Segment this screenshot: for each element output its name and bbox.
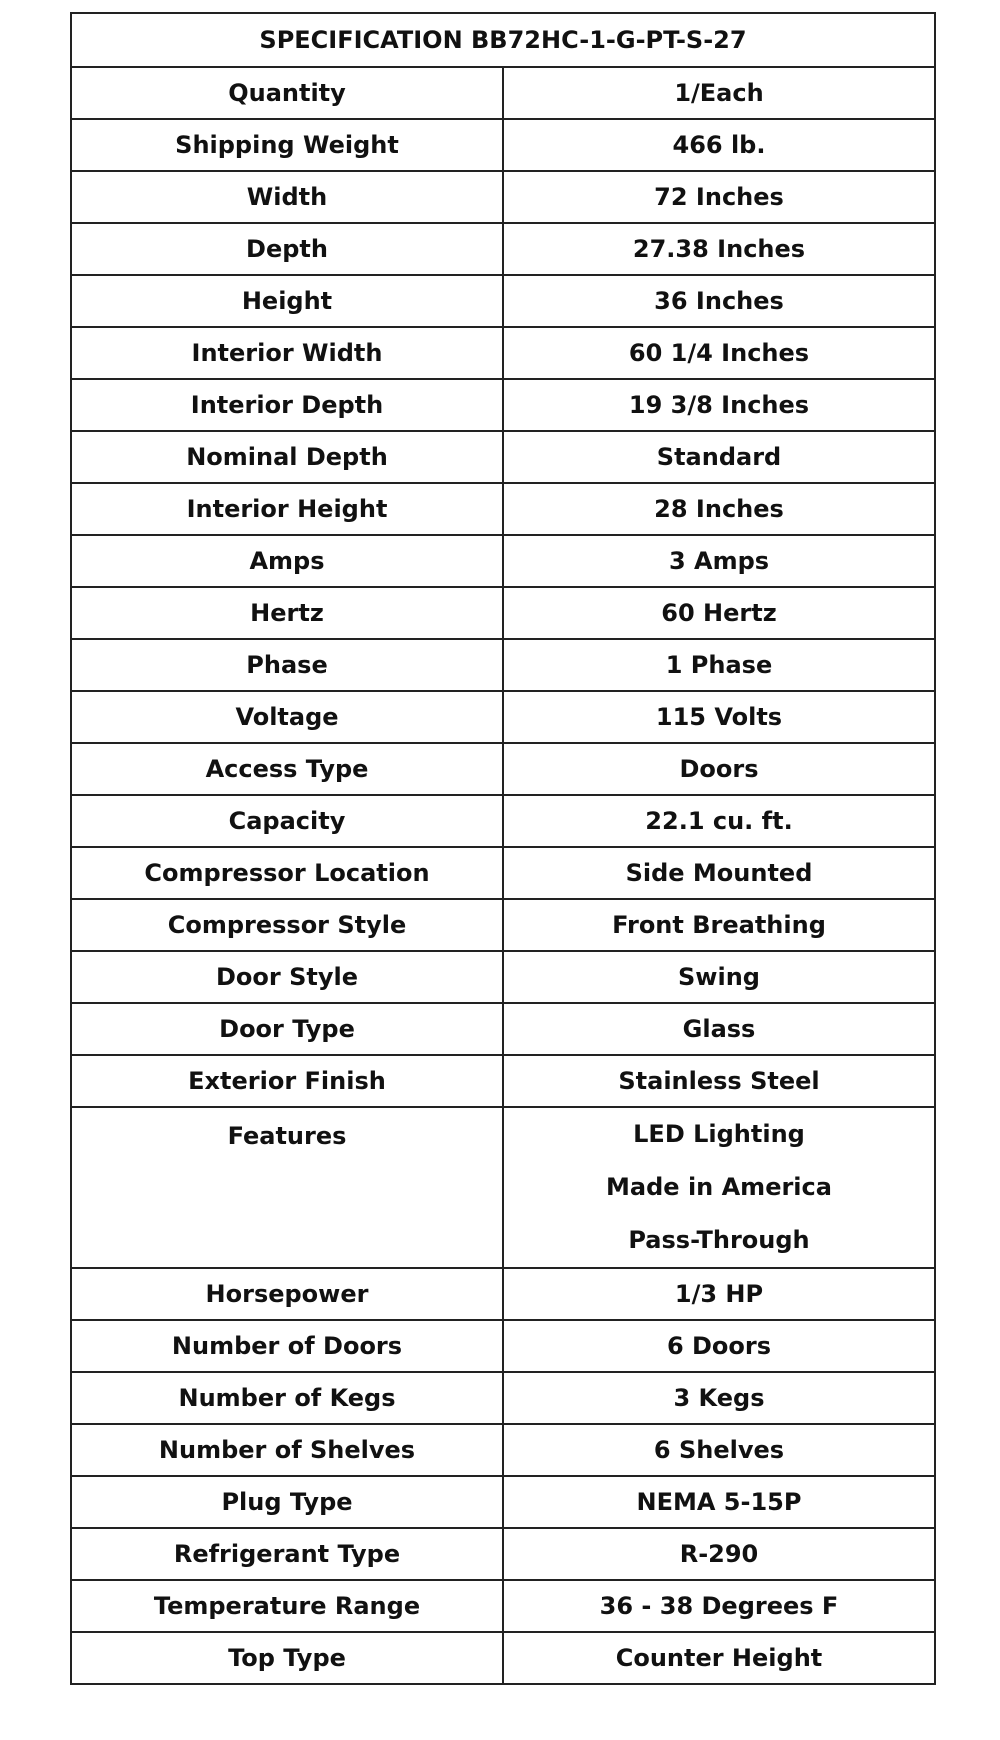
spec-value: 36 Inches: [503, 275, 935, 327]
spec-label: Hertz: [71, 587, 503, 639]
feature-item: Made in America: [606, 1173, 832, 1201]
table-row: [71, 587, 935, 639]
spec-value: 72 Inches: [503, 171, 935, 223]
spec-label: Door Type: [71, 1003, 503, 1055]
spec-label: Access Type: [71, 743, 503, 795]
spec-label: Width: [71, 171, 503, 223]
table-row: [71, 743, 935, 795]
table-row: [71, 431, 935, 483]
table-row: [71, 691, 935, 743]
table-row: [71, 119, 935, 171]
spec-value: Swing: [503, 951, 935, 1003]
table-row: [71, 223, 935, 275]
table-row: [71, 379, 935, 431]
features-values: [503, 1107, 935, 1268]
spec-value: 3 Amps: [503, 535, 935, 587]
spec-value: Side Mounted: [503, 847, 935, 899]
table-row: [71, 1424, 935, 1476]
spec-value: 1/3 HP: [503, 1268, 935, 1320]
spec-label: Horsepower: [71, 1268, 503, 1320]
spec-value: 1 Phase: [503, 639, 935, 691]
table-row: [71, 795, 935, 847]
spec-label: Capacity: [71, 795, 503, 847]
table-row: [71, 847, 935, 899]
spec-value: 27.38 Inches: [503, 223, 935, 275]
table-row: [71, 275, 935, 327]
spec-label: Number of Kegs: [71, 1372, 503, 1424]
features-row: [71, 1107, 935, 1268]
table-row: [71, 1632, 935, 1684]
table-row: [71, 67, 935, 119]
specification-table-body: [71, 13, 935, 1684]
spec-label: Interior Width: [71, 327, 503, 379]
spec-value: 466 lb.: [503, 119, 935, 171]
spec-label: Refrigerant Type: [71, 1528, 503, 1580]
spec-label: Voltage: [71, 691, 503, 743]
spec-label: Quantity: [71, 67, 503, 119]
spec-label: Depth: [71, 223, 503, 275]
spec-value: 22.1 cu. ft.: [503, 795, 935, 847]
table-row: [71, 1268, 935, 1320]
table-row: [71, 483, 935, 535]
spec-label: Door Style: [71, 951, 503, 1003]
table-row: [71, 1003, 935, 1055]
spec-value: 6 Doors: [503, 1320, 935, 1372]
table-row: [71, 1320, 935, 1372]
spec-label: Phase: [71, 639, 503, 691]
spec-label: Features: [71, 1107, 503, 1268]
spec-value: Standard: [503, 431, 935, 483]
table-row: [71, 1055, 935, 1107]
title-row: [71, 13, 935, 67]
spec-label: Exterior Finish: [71, 1055, 503, 1107]
spec-value: 115 Volts: [503, 691, 935, 743]
table-row: [71, 1372, 935, 1424]
spec-label: Interior Height: [71, 483, 503, 535]
spec-label: Shipping Weight: [71, 119, 503, 171]
spec-value: 1/Each: [503, 67, 935, 119]
feature-item: LED Lighting: [633, 1120, 805, 1148]
spec-value: 60 Hertz: [503, 587, 935, 639]
table-row: [71, 951, 935, 1003]
table-title: SPECIFICATION BB72HC-1-G-PT-S-27: [71, 13, 935, 67]
spec-label: Height: [71, 275, 503, 327]
table-row: [71, 171, 935, 223]
spec-label: Compressor Style: [71, 899, 503, 951]
spec-value: 36 - 38 Degrees F: [503, 1580, 935, 1632]
spec-label: Number of Shelves: [71, 1424, 503, 1476]
table-row: [71, 1528, 935, 1580]
spec-value: NEMA 5-15P: [503, 1476, 935, 1528]
table-row: [71, 1580, 935, 1632]
spec-value: Glass: [503, 1003, 935, 1055]
spec-label: Nominal Depth: [71, 431, 503, 483]
table-row: [71, 899, 935, 951]
spec-value: Front Breathing: [503, 899, 935, 951]
spec-value: 6 Shelves: [503, 1424, 935, 1476]
spec-value: R-290: [503, 1528, 935, 1580]
spec-value: 28 Inches: [503, 483, 935, 535]
spec-label: Compressor Location: [71, 847, 503, 899]
spec-label: Temperature Range: [71, 1580, 503, 1632]
spec-value: Stainless Steel: [503, 1055, 935, 1107]
table-row: [71, 639, 935, 691]
spec-value: 19 3/8 Inches: [503, 379, 935, 431]
spec-value: 60 1/4 Inches: [503, 327, 935, 379]
feature-item: Pass-Through: [628, 1226, 810, 1254]
spec-value: 3 Kegs: [503, 1372, 935, 1424]
table-row: [71, 327, 935, 379]
spec-value: Doors: [503, 743, 935, 795]
spec-label: Top Type: [71, 1632, 503, 1684]
spec-value: Counter Height: [503, 1632, 935, 1684]
table-row: [71, 535, 935, 587]
spec-label: Amps: [71, 535, 503, 587]
specification-table: [70, 12, 936, 1685]
table-row: [71, 1476, 935, 1528]
spec-label: Number of Doors: [71, 1320, 503, 1372]
spec-label: Plug Type: [71, 1476, 503, 1528]
spec-label: Interior Depth: [71, 379, 503, 431]
